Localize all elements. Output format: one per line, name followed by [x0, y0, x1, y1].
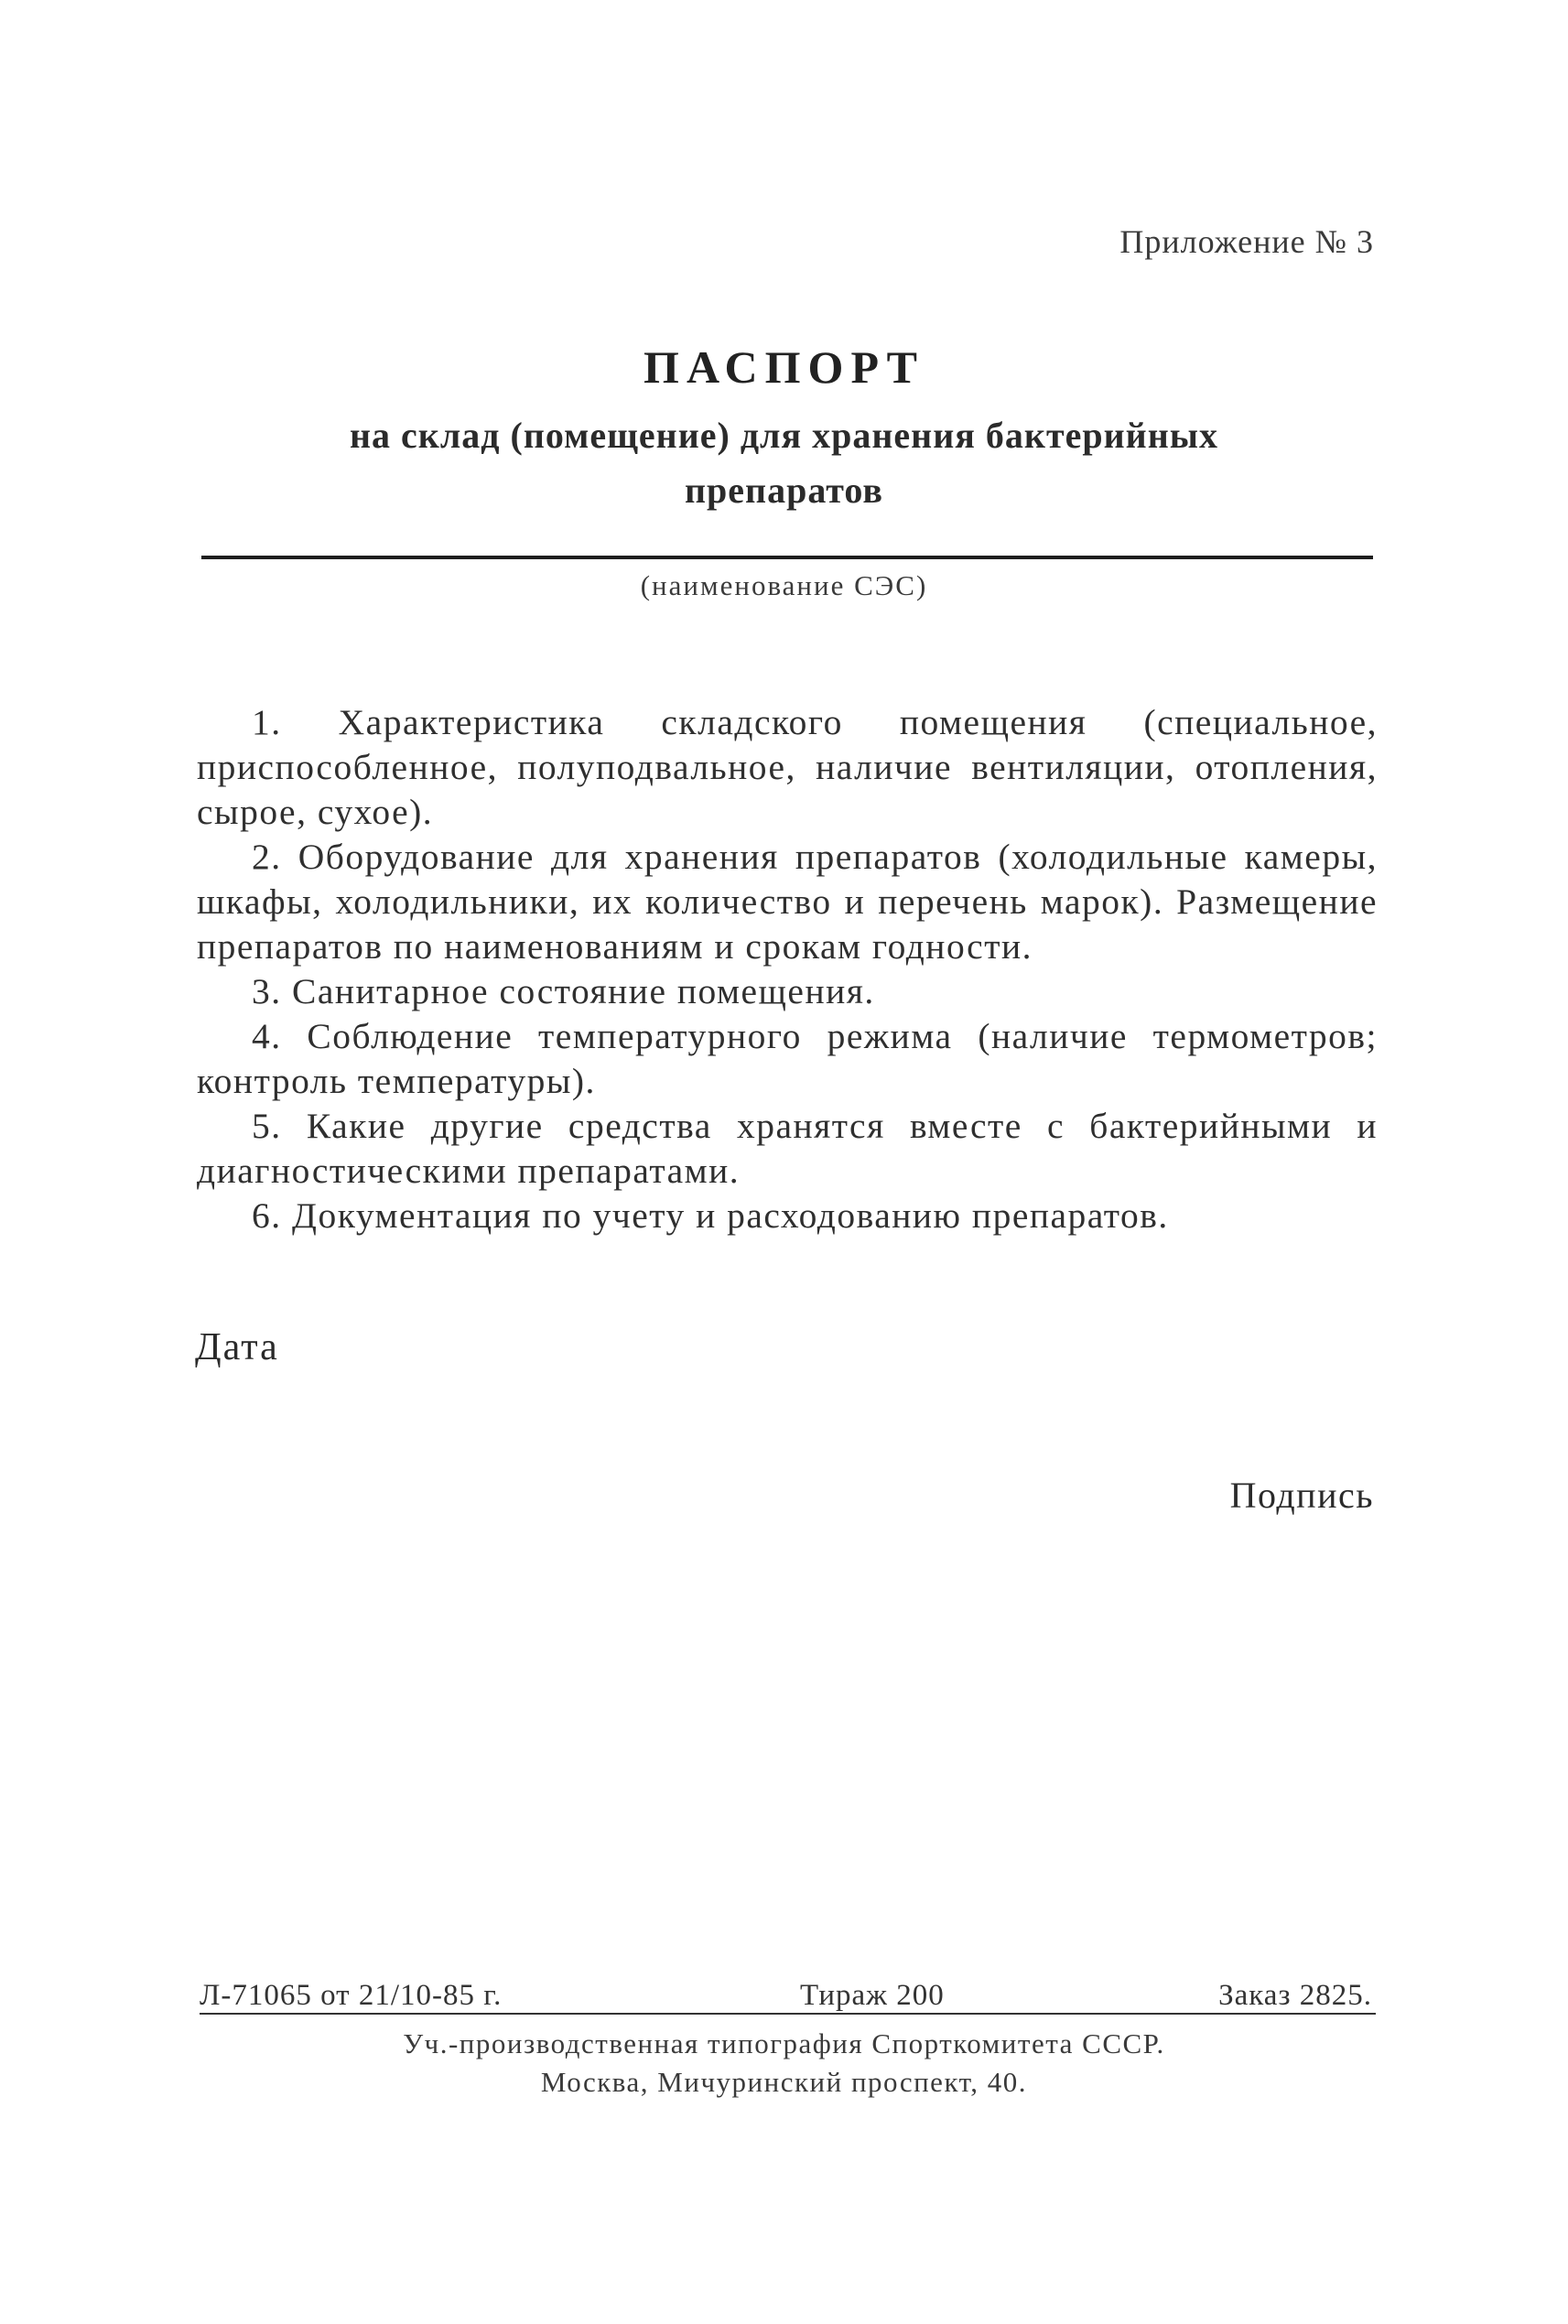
- printer-line-1: Уч.-производственная типография Спорткомитета СССР.: [403, 2027, 1165, 2059]
- signature-label: Подпись: [1229, 1475, 1374, 1516]
- imprint-row: [200, 1979, 1376, 2019]
- printer-info: [0, 2025, 1568, 2102]
- document-subtitle: [275, 408, 1293, 518]
- appendix-label: Приложение № 3: [1119, 223, 1374, 260]
- list-item: 4. Соблюдение температурного режима (наличие термометров; контроль температуры).: [197, 1016, 1378, 1101]
- item-list: [197, 700, 1378, 1238]
- list-item: 6. Документация по учету и расходованию препаратов.: [252, 1195, 1169, 1236]
- printer-line-2: Москва, Мичуринский проспект, 40.: [540, 2066, 1028, 2098]
- list-item: 3. Санитарное состояние помещения.: [252, 971, 875, 1011]
- list-item: 2. Оборудование для хранения препаратов (холодильные камеры, шкафы, холодильники, их количество и перечень марок). Размещение препаратов по наименованиям и срокам годности.: [197, 837, 1378, 967]
- imprint-code: Л-71065 от 21/10-85 г.: [200, 1979, 505, 2013]
- fill-in-line: [201, 556, 1373, 559]
- document-title: ПАСПОРТ: [643, 341, 925, 393]
- subtitle-line-1: на склад (помещение) для хранения бактерийных: [350, 415, 1218, 456]
- subtitle-line-2: препаратов: [684, 470, 884, 511]
- imprint-order: Заказ 2825.: [1213, 1979, 1376, 2013]
- date-label: Дата: [195, 1326, 279, 1368]
- list-item: 1. Характеристика складского помещения (специальное, приспособленное, полуподвальное, наличие вентиляции, отопления, сырое, сухое).: [197, 702, 1378, 832]
- list-item: 5. Какие другие средства хранятся вместе с бактерийными и диагностическими препаратами.: [197, 1106, 1378, 1191]
- fill-in-caption: (наименование СЭС): [640, 569, 928, 601]
- imprint-print-run: Тираж 200: [795, 1979, 948, 2013]
